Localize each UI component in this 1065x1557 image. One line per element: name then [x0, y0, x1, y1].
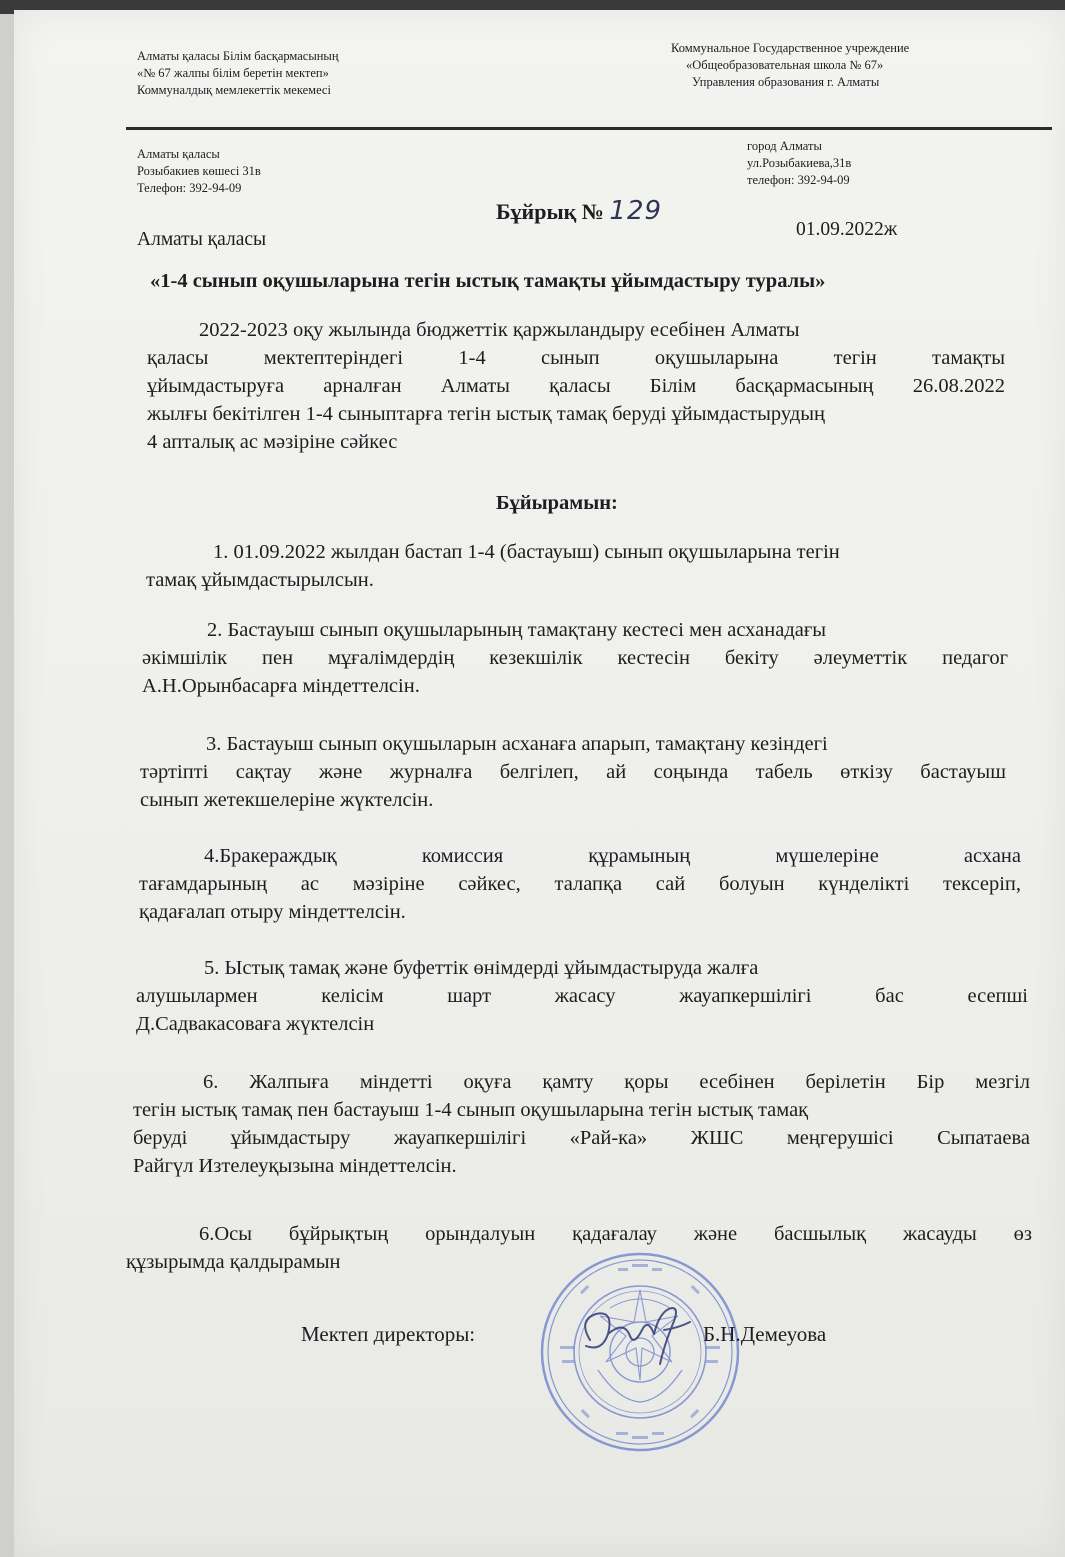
address-ru-line: ул.Розыбакиева,31в: [747, 156, 852, 170]
letterhead-kz-line: Коммуналдық мемлекеттік мекемесі: [137, 83, 331, 97]
address-kz-line: Телефон: 392-94-09: [137, 181, 242, 195]
paragraph-line: жылғы бекітілген 1-4 сыныптарға тегін ыстық тамақ беруді ұйымдастырудың: [147, 403, 825, 425]
letterhead-kz: [137, 48, 339, 99]
order-date: 01.09.2022ж: [796, 219, 898, 240]
address-kz-line: Розыбакиев көшесі 31в: [137, 164, 261, 178]
signature-name: Б.Н.Демеуова: [703, 1322, 827, 1346]
paragraph-line: ұйымдастыруға арналған Алматы қаласы Білім басқармасының 26.08.2022: [147, 375, 1005, 397]
paragraph-line: сынып жетекшелеріне жүктелсін.: [140, 789, 434, 811]
address-kz: [137, 146, 261, 197]
order-city: Алматы қаласы: [137, 229, 267, 250]
address-ru-line: город Алматы: [747, 139, 822, 153]
paragraph-line: 4 апталық ас мәзіріне сәйкес: [147, 431, 398, 453]
paragraph-line: 3. Бастауыш сынып оқушыларын асханаға апарып, тамақтану кезіндегі: [206, 733, 828, 755]
paragraph-line: қадағалап отыру міндеттелсін.: [139, 901, 406, 923]
order-item-2: [142, 616, 1008, 700]
paragraph-line: 5. Ыстық тамақ және буфеттік өнімдерді ұйымдастыруда жалға: [204, 957, 759, 979]
paragraph-line: Д.Садвакасоваға жүктелсін: [136, 1013, 375, 1035]
paragraph-line: тағамдарының ас мәзіріне сәйкес, талапқа сай болуын күнделікті тексеріп,: [139, 873, 1021, 895]
order-item-5: [136, 954, 1028, 1038]
paragraph-line: 4.Бракераждық комиссия құрамының мүшелеріне асхана: [204, 845, 1021, 867]
letterhead-ru: [656, 40, 909, 91]
paragraph-line: тегін ыстық тамақ пен бастауыш 1-4 сынып оқушыларына тегін ыстық тамақ: [133, 1099, 809, 1121]
paragraph-line: беруді ұйымдастыру жауапкершілігі «Рай-ка» ЖШС меңгерушісі Сыпатаева: [133, 1127, 1030, 1149]
order-heading: Бұйырамын:: [496, 492, 618, 514]
signature-label: Мектеп директоры:: [301, 1322, 476, 1346]
paragraph-line: 2022-2023 оқу жылында бюджеттік қаржыландыру есебінен Алматы: [199, 319, 800, 341]
paragraph-line: тамақ ұйымдастырылсын.: [146, 569, 374, 591]
paragraph-line: тәртіпті сақтау және журналға белгілеп, ай соңында табель өткізу бастауыш: [140, 761, 1006, 783]
order-item-4: [139, 842, 1021, 926]
order-item-6: [133, 1068, 1030, 1180]
paragraph-line: құзырымда қалдырамын: [126, 1251, 341, 1273]
intro-paragraph: [147, 316, 1005, 456]
paragraph-line: 1. 01.09.2022 жылдан бастап 1-4 (бастауыш) сынып оқушыларына тегін: [213, 541, 840, 563]
order-item-1: [146, 538, 1016, 594]
order-label: Бұйрық №: [496, 199, 604, 224]
paragraph-line: 2. Бастауыш сынып оқушыларының тамақтану кестесі мен асханадағы: [207, 619, 827, 641]
order-title: [496, 196, 662, 226]
letterhead-kz-line: «№ 67 жалпы білім беретін мектеп»: [137, 66, 329, 80]
order-subject: «1-4 сынып оқушыларына тегін ыстық тамақты ұйымдастыру туралы»: [150, 270, 826, 292]
paragraph-line: 6.Осы бұйрықтың орындалуын қадағалау және басшылық жасауды өз: [199, 1223, 1032, 1245]
paragraph-line: А.Н.Орынбасарға міндеттелсін.: [142, 675, 420, 697]
address-kz-line: Алматы қаласы: [137, 147, 220, 161]
letterhead-ru-line: «Общеобразовательная школа № 67»: [686, 58, 884, 72]
letterhead-divider: [126, 127, 1052, 130]
order-number-handwritten: 129: [609, 196, 663, 226]
paragraph-line: Райгүл Изтелеуқызына міндеттелсін.: [133, 1155, 457, 1177]
address-ru-line: телефон: 392-94-09: [747, 173, 850, 187]
handwritten-signature: [568, 1300, 698, 1370]
paragraph-line: алушылармен келісім шарт жасасу жауапкершілігі бас есепші: [136, 985, 1028, 1007]
letterhead-ru-line: Коммунальное Государственное учреждение: [671, 41, 910, 55]
order-item-3: [140, 730, 1006, 814]
paragraph-line: 6. Жалпыға міндетті оқуға қамту қоры есебінен берілетін Бір мезгіл: [203, 1071, 1030, 1093]
letterhead-kz-line: Алматы қаласы Білім басқармасының: [137, 49, 339, 63]
paragraph-line: әкімшілік пен мұғалімдердің кезекшілік кестесін бекіту әлеуметтік педагог: [142, 647, 1008, 669]
letterhead-ru-line: Управления образования г. Алматы: [692, 75, 880, 89]
paragraph-line: қаласы мектептеріндегі 1-4 сынып оқушыларына тегін тамақты: [147, 347, 1005, 369]
address-ru: [747, 138, 851, 189]
